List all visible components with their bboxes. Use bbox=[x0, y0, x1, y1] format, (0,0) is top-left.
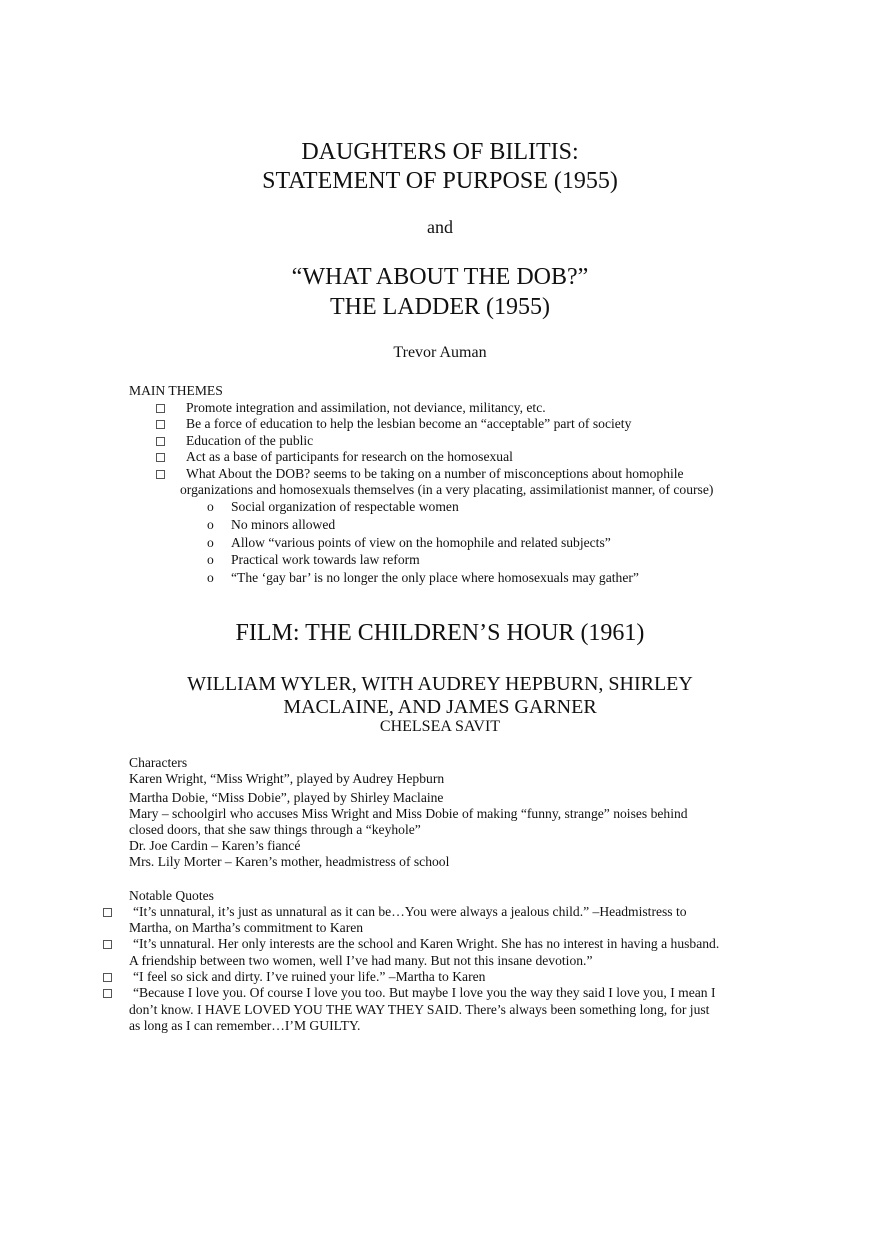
theme-item-4: Act as a base of participants for research on the homosexual bbox=[186, 449, 513, 464]
character-line: Dr. Joe Cardin – Karen’s fiancé bbox=[129, 838, 301, 853]
theme-subitem-4: Practical work towards law reform bbox=[231, 552, 420, 567]
author: Trevor Auman bbox=[393, 344, 487, 361]
main-themes-heading: MAIN THEMES bbox=[129, 383, 223, 398]
subtitle-line-2: THE LADDER (1955) bbox=[330, 294, 550, 320]
bullet-box-icon bbox=[156, 437, 165, 446]
sub-bullet-icon: o bbox=[207, 570, 214, 585]
theme-item-3: Education of the public bbox=[186, 433, 314, 448]
quote-2-line-2: A friendship between two women, well I’ve had many. But not this insane devotion.” bbox=[129, 953, 593, 968]
character-line: Martha Dobie, “Miss Dobie”, played by Shirley Maclaine bbox=[129, 790, 444, 805]
bullet-box-icon bbox=[156, 404, 165, 413]
character-line: closed doors, that she saw things through a “keyhole” bbox=[129, 822, 421, 837]
bullet-box-icon bbox=[103, 973, 112, 982]
bullet-box-icon bbox=[103, 908, 112, 917]
character-line: Mary – schoolgirl who accuses Miss Wright and Miss Dobie of making “funny, strange” noises behind bbox=[129, 806, 688, 821]
sub-bullet-icon: o bbox=[207, 552, 214, 567]
quote-1-line-2: Martha, on Martha’s commitment to Karen bbox=[129, 920, 364, 935]
theme-subitem-5: “The ‘gay bar’ is no longer the only place where homosexuals may gather” bbox=[231, 570, 639, 585]
film-credits-line-2: MACLAINE, AND JAMES GARNER bbox=[283, 696, 597, 718]
title-line-1: DAUGHTERS OF BILITIS: bbox=[301, 139, 579, 165]
characters-heading: Characters bbox=[129, 755, 188, 770]
theme-subitem-1: Social organization of respectable women bbox=[231, 499, 459, 514]
quote-4-line-2: don’t know. I HAVE LOVED YOU THE WAY THEY SAID. There’s always been something long, for just bbox=[129, 1002, 710, 1017]
quote-1-line-1: “It’s unnatural, it’s just as unnatural as it can be…You were always a jealous child.” –Headmistress to bbox=[133, 904, 687, 919]
sub-bullet-icon: o bbox=[207, 499, 214, 514]
character-line: Mrs. Lily Morter – Karen’s mother, headmistress of school bbox=[129, 854, 450, 869]
theme-subitem-3: Allow “various points of view on the homophile and related subjects” bbox=[231, 535, 611, 550]
bullet-box-icon bbox=[103, 989, 112, 998]
quote-2-line-1: “It’s unnatural. Her only interests are the school and Karen Wright. She has no interest in having a husband. bbox=[133, 936, 720, 951]
quote-3-line-1: “I feel so sick and dirty. I’ve ruined your life.” –Martha to Karen bbox=[133, 969, 486, 984]
theme-subitem-2: No minors allowed bbox=[231, 517, 336, 532]
character-line: Karen Wright, “Miss Wright”, played by Audrey Hepburn bbox=[129, 771, 445, 786]
theme-item-2: Be a force of education to help the lesbian become an “acceptable” part of society bbox=[186, 416, 632, 431]
quote-4-line-3: as long as I can remember…I’M GUILTY. bbox=[129, 1018, 361, 1033]
bullet-box-icon bbox=[156, 453, 165, 462]
bullet-box-icon bbox=[103, 940, 112, 949]
quotes-heading: Notable Quotes bbox=[129, 888, 214, 903]
film-title: FILM: THE CHILDREN’S HOUR (1961) bbox=[235, 620, 645, 646]
sub-bullet-icon: o bbox=[207, 535, 214, 550]
bullet-box-icon bbox=[156, 420, 165, 429]
sub-bullet-icon: o bbox=[207, 517, 214, 532]
and-text: and bbox=[427, 217, 453, 237]
film-credits-line-1: WILLIAM WYLER, WITH AUDREY HEPBURN, SHIRLEY bbox=[187, 673, 693, 695]
quote-4-line-1: “Because I love you. Of course I love you too. But maybe I love you the way they said I love you, I mean I bbox=[133, 985, 716, 1000]
film-author: CHELSEA SAVIT bbox=[379, 718, 501, 735]
theme-item-5-cont: organizations and homosexuals themselves (in a very placating, assimilationist manner, of course) bbox=[180, 482, 714, 497]
subtitle-line-1: “WHAT ABOUT THE DOB?” bbox=[291, 264, 589, 290]
bullet-box-icon bbox=[156, 470, 165, 479]
title-line-2: STATEMENT OF PURPOSE (1955) bbox=[262, 168, 618, 194]
theme-item-5: What About the DOB? seems to be taking on a number of misconceptions about homophile bbox=[186, 466, 684, 481]
theme-item-1: Promote integration and assimilation, not deviance, militancy, etc. bbox=[186, 400, 546, 415]
